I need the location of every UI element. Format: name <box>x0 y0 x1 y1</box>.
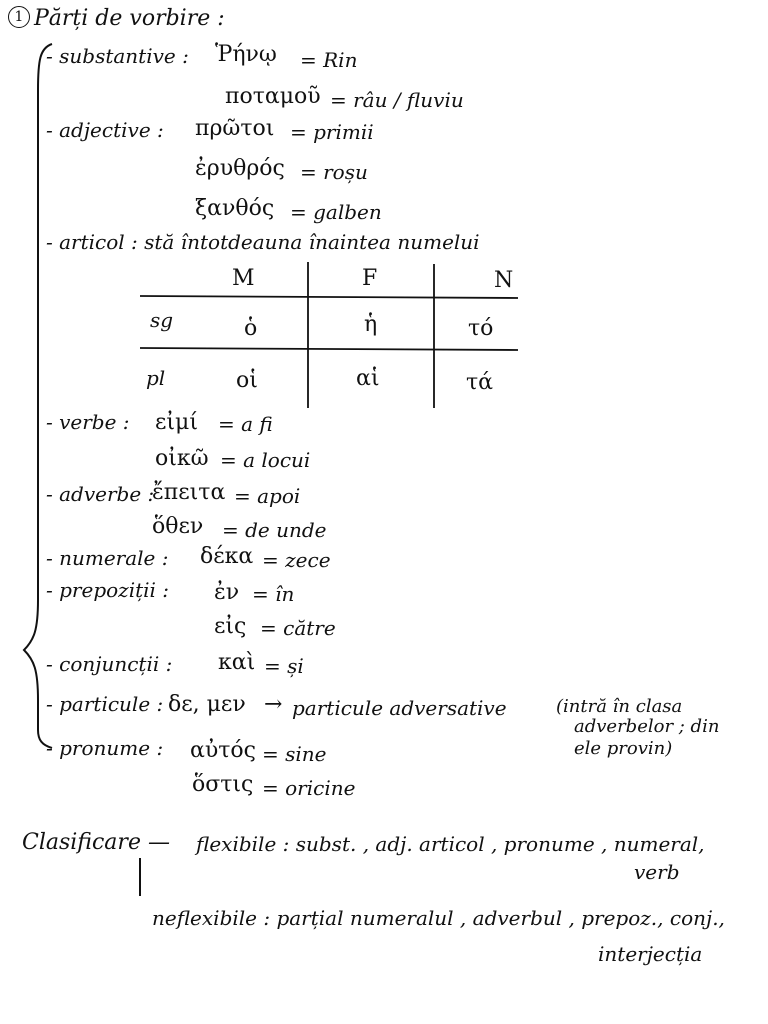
prepozitii-greek-2: εἰς <box>214 614 247 639</box>
table-cell-pl-n: τά <box>466 370 494 395</box>
numerale-label: - numerale : <box>46 546 169 570</box>
table-cell-pl-m: οἱ <box>236 368 258 393</box>
prepozitii-gloss-1: = în <box>252 582 295 606</box>
flexibile-line-1: flexibile : subst. , adj. articol , pronume , numeral, <box>196 832 705 856</box>
adverbe-gloss-2: = de unde <box>222 518 327 542</box>
particule-note-line-1: (intră în clasa <box>556 696 683 717</box>
particule-note-line-3: ele provin) <box>574 738 673 759</box>
table-row-label-pl: pl <box>146 366 166 390</box>
particule-label: - particule : <box>46 692 164 716</box>
conjunctii-gloss-1: = și <box>264 654 304 678</box>
table-cell-pl-f: αἱ <box>356 366 380 391</box>
adjective-gloss-3: = galben <box>290 200 382 224</box>
table-hline-1 <box>140 296 518 298</box>
pronume-gloss-2: = oricine <box>262 776 356 800</box>
adjective-label: - adjective : <box>46 118 164 142</box>
neflexibile-line-1: neflexibile : parțial numeralul , adverbul , prepoz., conj., <box>152 906 725 930</box>
page-title: Părți de vorbire : <box>34 6 225 31</box>
table-cell-sg-n: τό <box>468 316 494 341</box>
adverbe-greek-1: ἔπειτα <box>152 480 226 505</box>
table-header-m: M <box>232 266 255 291</box>
adjective-greek-1: πρῶτοι <box>195 116 275 141</box>
particule-greek-1: δε, μεν <box>168 692 246 717</box>
substantive-gloss-2: = râu / fluviu <box>330 88 464 112</box>
conjunctii-label: - conjuncții : <box>46 652 173 676</box>
prepozitii-greek-1: ἐν <box>214 580 240 605</box>
table-header-n: N <box>494 268 514 293</box>
numerale-gloss-1: = zece <box>262 548 331 572</box>
flexibile-line-2: verb <box>634 860 680 884</box>
substantive-greek-2: ποταμοῦ <box>225 84 321 109</box>
adverbe-label: - adverbe : <box>46 482 155 506</box>
particule-arrow: → <box>264 692 283 717</box>
pronume-greek-1: αὐτός <box>190 738 256 763</box>
adjective-greek-3: ξανθός <box>195 196 275 221</box>
adjective-gloss-2: = roșu <box>300 160 368 184</box>
table-row-label-sg: sg <box>150 308 174 332</box>
section-number: 1 <box>8 6 30 28</box>
prepozitii-gloss-2: = către <box>260 616 336 640</box>
verbe-greek-2: οἰκῶ <box>155 446 209 471</box>
table-hline-2 <box>140 348 518 350</box>
classification-dash: — <box>148 830 170 855</box>
numerale-greek-1: δέκα <box>200 544 254 569</box>
adjective-gloss-1: = primii <box>290 120 374 144</box>
articol-label: - articol : stă întotdeauna înaintea numelui <box>46 230 480 254</box>
particule-note-line-2: adverbelor ; din <box>574 716 720 737</box>
left-brace <box>24 44 52 748</box>
substantive-label: - substantive : <box>46 44 189 68</box>
classification-label: Clasificare <box>22 830 141 855</box>
table-cell-sg-m: ὁ <box>244 316 258 341</box>
verbe-label: - verbe : <box>46 410 130 434</box>
neflexibile-line-2: interjecția <box>598 942 703 966</box>
prepozitii-label: - prepoziții : <box>46 578 170 602</box>
adverbe-greek-2: ὅθεν <box>152 514 204 539</box>
adjective-greek-2: ἐρυθρός <box>195 156 285 181</box>
adverbe-gloss-1: = apoi <box>234 484 301 508</box>
conjunctii-greek-1: καὶ <box>218 650 256 675</box>
particule-description: particule adversative <box>292 696 507 720</box>
table-cell-sg-f: ἡ <box>364 312 378 337</box>
substantive-greek-1: Ῥήνῳ <box>215 42 277 67</box>
pronume-gloss-1: = sine <box>262 742 327 766</box>
substantive-gloss-1: = Rin <box>300 48 358 72</box>
pronume-greek-2: ὅστις <box>192 772 254 797</box>
table-header-f: F <box>362 266 378 291</box>
pronume-label: - pronume : <box>46 736 164 760</box>
verbe-gloss-2: = a locui <box>220 448 311 472</box>
verbe-gloss-1: = a fi <box>218 412 273 436</box>
verbe-greek-1: εἰμί <box>155 410 198 435</box>
